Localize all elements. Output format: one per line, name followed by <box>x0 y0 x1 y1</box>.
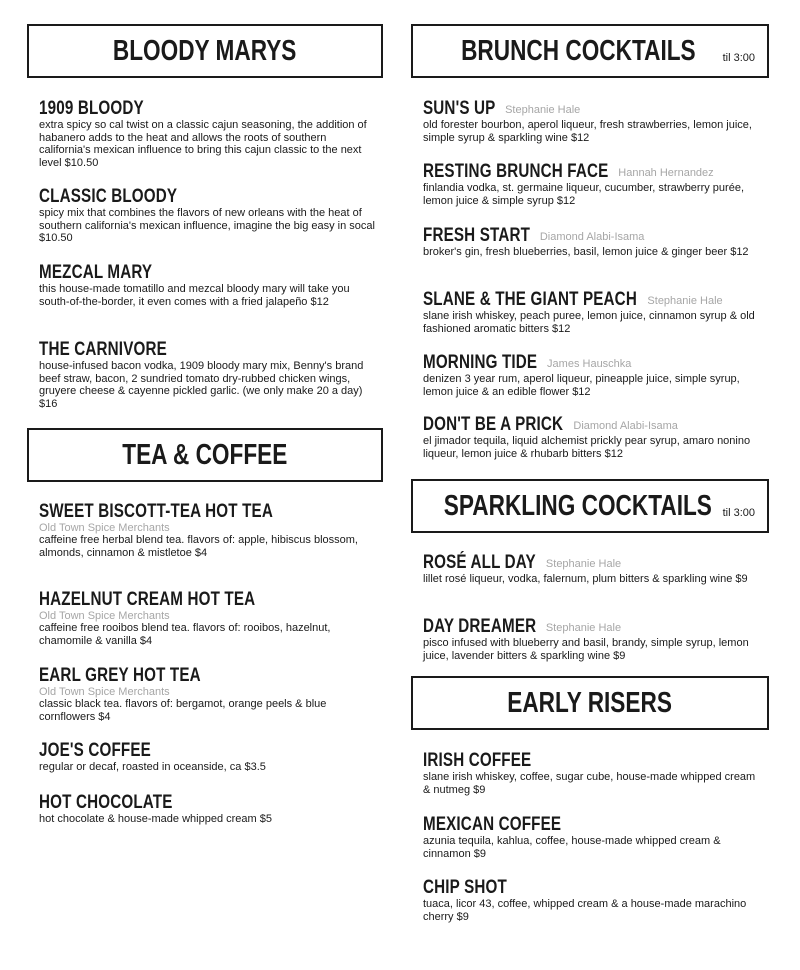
item-credit: James Hauschka <box>547 358 632 370</box>
sparkling-cocktails-header <box>411 479 769 533</box>
menu-item <box>423 290 763 335</box>
item-name: HOT CHOCOLATE <box>39 792 173 813</box>
item-description: old forester bourbon, aperol liqueur, fresh strawberries, lemon juice, simple syrup & sparkling wine $12 <box>423 119 752 144</box>
item-description: broker's gin, fresh blueberries, basil, lemon juice & ginger beer $12 <box>423 246 749 258</box>
item-name: CLASSIC BLOODY <box>39 186 178 207</box>
item-name: CHIP SHOT <box>423 877 507 898</box>
item-description: spicy mix that combines the flavors of new orleans with the heat of southern california's mexican influence, imagine the big easy in socal $10.50 <box>39 207 375 244</box>
menu-item <box>423 617 763 662</box>
item-credit: Stephanie Hale <box>647 295 723 307</box>
item-name: FRESH START <box>423 225 531 246</box>
item-name: HAZELNUT CREAM HOT TEA <box>39 589 256 610</box>
item-name: MORNING TIDE <box>423 352 538 373</box>
item-name: DAY DREAMER <box>423 616 537 637</box>
menu-item <box>39 187 379 245</box>
item-description: slane irish whiskey, coffee, sugar cube, house-made whipped cream & nutmeg $9 <box>423 771 756 796</box>
menu-item <box>423 751 763 796</box>
menu-item <box>39 666 379 723</box>
item-name: DON'T BE A PRICK <box>423 414 564 435</box>
item-description: classic black tea. flavors of: bergamot, orange peels & blue cornflowers $4 <box>39 698 327 723</box>
item-description: pisco infused with blueberry and basil, brandy, simple syrup, lemon juice, lavender bitters & sparkling wine $9 <box>423 637 749 662</box>
bloody-marys-header <box>27 24 383 78</box>
item-description: denizen 3 year rum, aperol liqueur, pineapple juice, simple syrup, lemon juice & an edible flower $12 <box>423 373 740 398</box>
item-supplier: Old Town Spice Merchants <box>39 610 170 622</box>
menu-item <box>423 415 763 460</box>
item-supplier: Old Town Spice Merchants <box>39 522 170 534</box>
item-name: 1909 BLOODY <box>39 98 144 119</box>
menu-item <box>39 502 379 559</box>
time-note: til 3:00 <box>722 507 755 519</box>
item-name: IRISH COFFEE <box>423 750 532 771</box>
item-description: azunia tequila, kahlua, coffee, house-made whipped cream & cinnamon $9 <box>423 835 721 860</box>
tea-coffee-header <box>27 428 383 482</box>
item-name: EARL GREY HOT TEA <box>39 665 201 686</box>
brunch-cocktails-header <box>411 24 769 78</box>
item-description: el jimador tequila, liquid alchemist prickly pear syrup, amaro nonino liqueur, lemon juice & rhubarb bitters $12 <box>423 435 751 460</box>
section-title: EARLY RISERS <box>507 686 673 719</box>
item-supplier: Old Town Spice Merchants <box>39 686 170 698</box>
item-description: caffeine free rooibos blend tea. flavors of: rooibos, hazelnut, chamomile & vanilla $4 <box>39 622 331 647</box>
item-description: tuaca, licor 43, coffee, whipped cream & a house-made marachino cherry $9 <box>423 898 747 923</box>
menu-item <box>423 162 763 207</box>
item-description: extra spicy so cal twist on a classic cajun seasoning, the addition of habanero adds to the heat and allows the roots of southern california's mexican influence to bring this cajun classic to the next level $10.50 <box>39 119 367 169</box>
item-credit: Stephanie Hale <box>505 104 581 116</box>
menu-item <box>423 353 763 398</box>
section-title: BRUNCH COCKTAILS <box>460 34 696 67</box>
item-credit: Diamond Alabi-Isama <box>539 231 645 243</box>
item-name: JOE'S COFFEE <box>39 740 151 761</box>
item-description: slane irish whiskey, peach puree, lemon juice, cinnamon syrup & old fashioned aromatic bitters $12 <box>423 310 755 335</box>
item-description: lillet rosé liqueur, vodka, falernum, plum bitters & sparkling wine $9 <box>423 573 748 585</box>
early-risers-header <box>411 676 769 730</box>
item-description: hot chocolate & house-made whipped cream $5 <box>39 813 272 825</box>
menu-item <box>39 793 379 826</box>
item-credit: Stephanie Hale <box>545 558 622 570</box>
item-description: finlandia vodka, st. germaine liqueur, cucumber, strawberry purée, lemon juice & simple syrup $12 <box>423 182 744 207</box>
item-credit: Hannah Hernandez <box>618 167 714 179</box>
item-description: regular or decaf, roasted in oceanside, ca $3.5 <box>39 761 266 773</box>
menu-item <box>423 99 763 144</box>
item-name: SUN'S UP <box>423 98 496 119</box>
menu-item <box>39 590 379 647</box>
item-credit: Stephanie Hale <box>545 622 622 634</box>
section-title: SPARKLING COCKTAILS <box>443 489 713 522</box>
item-name: SWEET BISCOTT-TEA HOT TEA <box>39 501 273 522</box>
item-name: MEXICAN COFFEE <box>423 814 562 835</box>
section-title: TEA & COFFEE <box>122 438 288 471</box>
menu-item <box>423 553 763 586</box>
menu-item <box>39 99 379 169</box>
time-note: til 3:00 <box>722 52 755 64</box>
item-description: this house-made tomatillo and mezcal bloody mary will take you south-of-the-border, it even comes with a fried jalapeño $12 <box>39 283 350 308</box>
item-name: THE CARNIVORE <box>39 339 167 360</box>
item-credit: Diamond Alabi-Isama <box>573 420 678 432</box>
item-description: house-infused bacon vodka, 1909 bloody mary mix, Benny's brand beef straw, bacon, 2 sundried tomato dry-rubbed chicken wings, gruyere cheese & cayenne pickled garlic. (we only make 20 a day) $16 <box>39 360 364 410</box>
menu-item <box>39 340 379 410</box>
item-description: caffeine free herbal blend tea. flavors of: apple, hibiscus blossom, almonds, cinnamon & mistletoe $4 <box>39 534 358 559</box>
section-title: BLOODY MARYS <box>113 34 297 67</box>
menu-item <box>423 878 763 923</box>
menu-item <box>39 741 379 774</box>
menu-item <box>423 226 763 259</box>
menu-item <box>423 815 763 860</box>
item-name: RESTING BRUNCH FACE <box>423 161 609 182</box>
menu-item <box>39 263 379 308</box>
item-name: SLANE & THE GIANT PEACH <box>423 289 637 310</box>
item-name: MEZCAL MARY <box>39 262 153 283</box>
item-name: ROSÉ ALL DAY <box>423 552 536 573</box>
